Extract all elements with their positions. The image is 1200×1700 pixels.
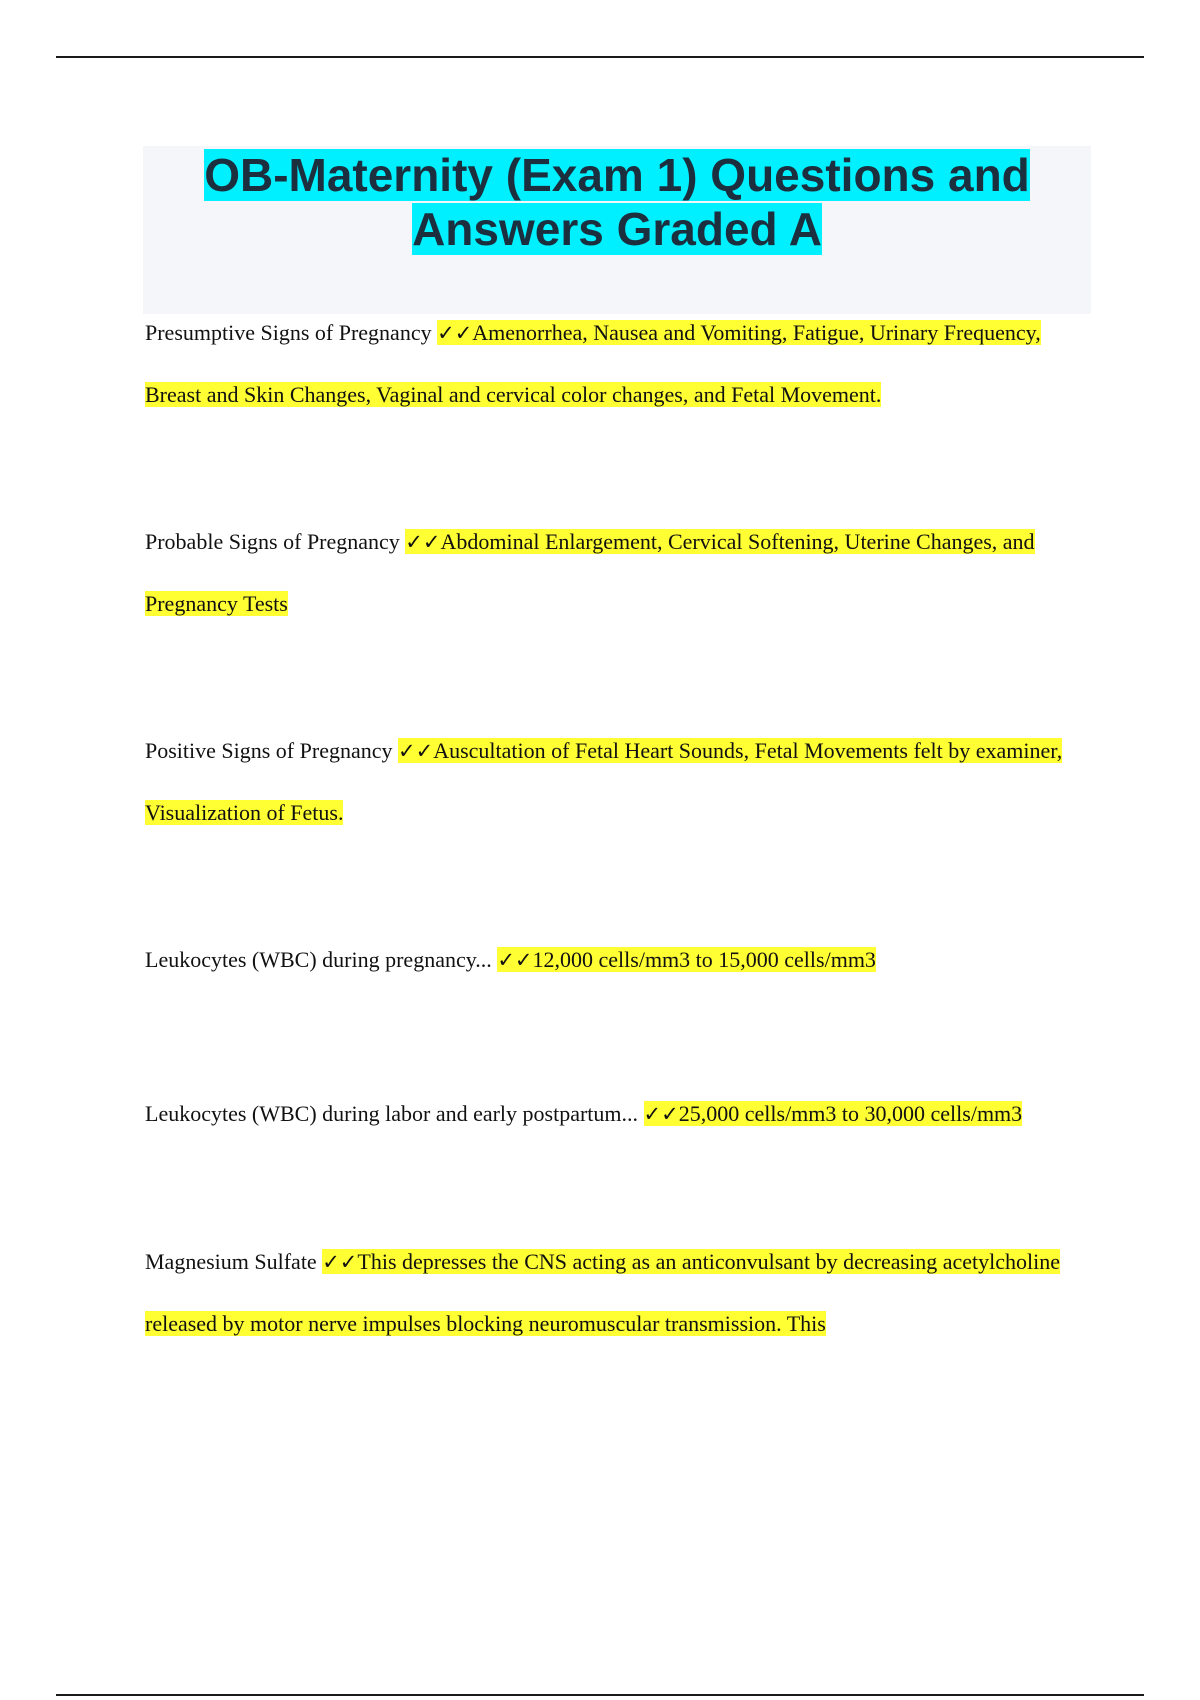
qa-entry-positive-signs xyxy=(145,720,1095,843)
qa-entry-wbc-pregnancy xyxy=(145,929,1095,991)
qa-entry-magnesium-sulfate xyxy=(145,1231,1095,1354)
qa-entry-presumptive-signs xyxy=(145,302,1095,425)
double-check-icon: ✓✓ xyxy=(437,321,473,345)
double-check-icon: ✓✓ xyxy=(497,948,533,972)
bottom-rule xyxy=(56,1694,1144,1696)
qa-list xyxy=(145,302,1095,1354)
qa-answer: Amenorrhea, Nausea and Vomiting, Fatigue, Urinary Frequency, Breast and Skin Changes, Vaginal and cervical color changes, and Fetal Movement. xyxy=(145,320,1041,407)
qa-entry-wbc-labor xyxy=(145,1083,1095,1145)
qa-answer: Abdominal Enlargement, Cervical Softening, Uterine Changes, and Pregnancy Tests xyxy=(145,529,1035,616)
qa-term: Probable Signs of Pregnancy xyxy=(145,529,400,554)
qa-answer-highlight xyxy=(497,947,876,972)
document-title-text: OB-Maternity (Exam 1) Questions and Answers Graded A xyxy=(204,149,1030,255)
qa-answer-highlight xyxy=(644,1101,1023,1126)
double-check-icon: ✓✓ xyxy=(398,739,434,763)
qa-term: Leukocytes (WBC) during pregnancy... xyxy=(145,947,492,972)
top-rule xyxy=(56,56,1144,58)
qa-answer: 12,000 cells/mm3 to 15,000 cells/mm3 xyxy=(532,947,876,972)
title-block xyxy=(143,146,1091,314)
qa-answer: This depresses the CNS acting as an anticonvulsant by decreasing acetylcholine released by motor nerve impulses blocking neuromuscular transmission. This xyxy=(145,1249,1060,1336)
qa-term: Presumptive Signs of Pregnancy xyxy=(145,320,432,345)
qa-term: Leukocytes (WBC) during labor and early postpartum... xyxy=(145,1101,639,1126)
double-check-icon: ✓✓ xyxy=(322,1250,358,1274)
document-title xyxy=(177,148,1057,256)
double-check-icon: ✓✓ xyxy=(643,1102,679,1126)
qa-term: Magnesium Sulfate xyxy=(145,1249,317,1274)
qa-term: Positive Signs of Pregnancy xyxy=(145,738,393,763)
qa-answer: Auscultation of Fetal Heart Sounds, Fetal Movements felt by examiner, Visualization of Fetus. xyxy=(145,738,1063,825)
qa-answer: 25,000 cells/mm3 to 30,000 cells/mm3 xyxy=(678,1101,1023,1126)
double-check-icon: ✓✓ xyxy=(405,530,441,554)
qa-entry-probable-signs xyxy=(145,511,1095,634)
